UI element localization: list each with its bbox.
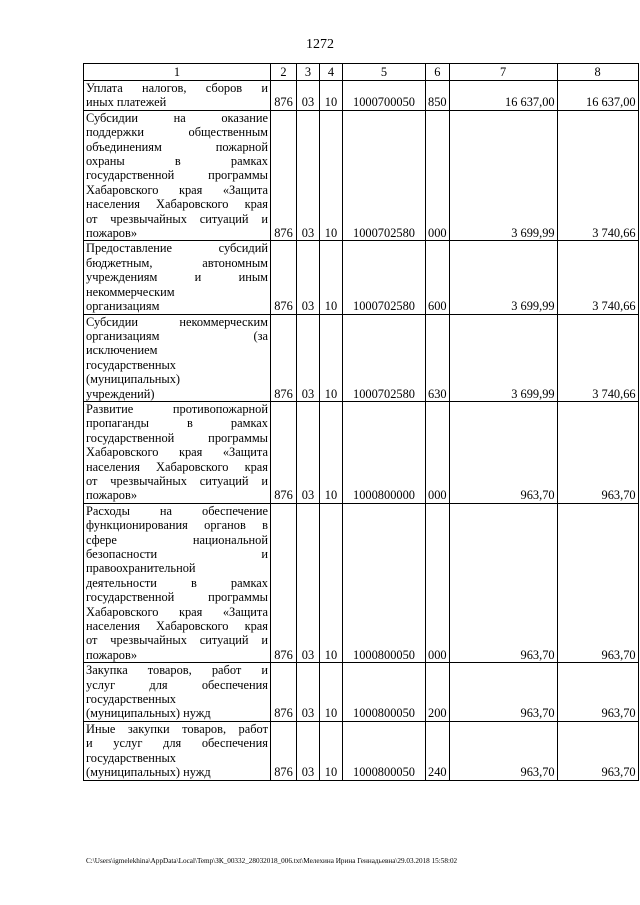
amount-year2-cell: 3 740,66 [557,241,638,314]
row-name-line: объединениям пожарной [86,139,268,154]
amount-year1-cell: 963,70 [449,721,557,780]
row-name-line: сфере национальной [86,532,268,547]
row-name-line: Субсидии на оказание [86,110,268,125]
row-name-line: учреждений) [86,386,155,401]
row-name-line: от чрезвычайных ситуаций и [86,633,268,648]
amount-year1-cell: 963,70 [449,503,557,662]
row-name-line: пожаров» [86,647,138,662]
amount-year1-cell: 3 699,99 [449,241,557,314]
header-cell: 7 [449,64,557,81]
row-name-line: пожаров» [86,226,138,241]
row-name-line: безопасности и [86,547,268,561]
subsection-code-cell: 10 [320,110,343,241]
row-name-line: государственной программы [86,430,268,445]
row-name-cell [84,314,271,401]
row-name-cell [84,401,271,503]
subsection-code-cell: 10 [320,663,343,722]
section-code-cell: 03 [297,110,320,241]
row-name-line: учреждениям и иным [86,270,268,285]
row-name-line: организациям [86,299,160,314]
expense-type-cell: 000 [426,110,450,241]
subsection-code-cell: 10 [320,81,343,111]
expense-type-cell: 240 [426,721,450,780]
target-article-cell: 1000800050 [343,721,426,780]
row-name-line: Хабаровского края «Защита [86,445,268,460]
row-name-line: населения Хабаровского края [86,459,268,474]
header-cell: 2 [271,64,297,81]
expense-type-cell: 630 [426,314,450,401]
amount-year2-cell: 963,70 [557,721,638,780]
header-row [84,64,639,81]
amount-year2-cell: 963,70 [557,663,638,722]
expense-type-cell: 000 [426,503,450,662]
row-name-line: и услуг для обеспечения [86,736,268,751]
target-article-cell: 1000702580 [343,314,426,401]
row-name-line: функционирования органов в [86,518,268,533]
page-number: 1272 [306,37,334,52]
table-row [84,110,639,241]
ministry-code-cell: 876 [271,241,297,314]
row-name-line: Расходы на обеспечение [86,503,268,518]
target-article-cell: 1000702580 [343,110,426,241]
row-name-line: деятельности в рамках [86,575,268,590]
amount-year2-cell: 3 740,66 [557,110,638,241]
section-code-cell: 03 [297,503,320,662]
header-cell: 3 [297,64,320,81]
row-name-line: Закупка товаров, работ и [86,663,268,678]
row-name-line: поддержки общественным [86,125,268,140]
section-code-cell: 03 [297,81,320,111]
row-name-line: от чрезвычайных ситуаций и [86,473,268,488]
amount-year1-cell: 963,70 [449,663,557,722]
table-row [84,81,639,111]
row-name-line: исключением [86,343,158,358]
row-name-line: Субсидии некоммерческим [86,314,268,329]
header-cell: 8 [557,64,638,81]
amount-year1-cell: 3 699,99 [449,110,557,241]
budget-table [83,63,639,781]
row-name-cell [84,241,271,314]
ministry-code-cell: 876 [271,503,297,662]
target-article-cell: 1000800050 [343,663,426,722]
row-name-line: Уплата налогов, сборов и [86,81,268,95]
expense-type-cell: 850 [426,81,450,111]
row-name-cell [84,663,271,722]
table-body [84,81,639,781]
row-name-cell [84,81,271,111]
amount-year1-cell: 963,70 [449,401,557,503]
subsection-code-cell: 10 [320,314,343,401]
expense-type-cell: 600 [426,241,450,314]
amount-year2-cell: 963,70 [557,503,638,662]
subsection-code-cell: 10 [320,241,343,314]
expense-type-cell: 000 [426,401,450,503]
subsection-code-cell: 10 [320,721,343,780]
row-name-cell [84,503,271,662]
subsection-code-cell: 10 [320,503,343,662]
amount-year2-cell: 16 637,00 [557,81,638,111]
row-name-line: пожаров» [86,488,138,503]
row-name-line: государственных [86,357,177,372]
row-name-cell [84,110,271,241]
header-cell: 4 [320,64,343,81]
section-code-cell: 03 [297,663,320,722]
amount-year2-cell: 963,70 [557,401,638,503]
target-article-cell: 1000702580 [343,241,426,314]
row-name-line: государственной программы [86,590,268,605]
row-name-line: (муниципальных) [86,372,181,387]
target-article-cell: 1000800000 [343,401,426,503]
header-cell: 1 [84,64,271,81]
table-row [84,401,639,503]
table-row [84,314,639,401]
row-name-line: пропаганды в рамках [86,416,268,431]
ministry-code-cell: 876 [271,663,297,722]
row-name-line: Хабаровского края «Защита [86,182,268,197]
ministry-code-cell: 876 [271,721,297,780]
amount-year1-cell: 16 637,00 [449,81,557,111]
row-name-line: Развитие противопожарной [86,401,268,416]
section-code-cell: 03 [297,241,320,314]
header-cell: 5 [343,64,426,81]
amount-year1-cell: 3 699,99 [449,314,557,401]
row-name-line: государственных [86,750,177,765]
row-name-line: организациям (за [86,328,268,343]
row-name-line: Предоставление субсидий [86,241,268,256]
row-name-line: некоммерческим [86,284,175,299]
row-name-line: охраны в рамках [86,154,268,169]
ministry-code-cell: 876 [271,81,297,111]
row-name-line: иных платежей [86,95,167,110]
row-name-line: Хабаровского края «Защита [86,604,268,619]
target-article-cell: 1000700050 [343,81,426,111]
row-name-line: бюджетным, автономным [86,255,268,270]
target-article-cell: 1000800050 [343,503,426,662]
section-code-cell: 03 [297,401,320,503]
footer-file-path: C:\Users\igmelekhina\AppData\Local\Temp\ЗК_00332_28032018_006.txt\Мелехина Ирина Геннадьевна\29.03.2018 15:58:02 [86,857,458,865]
ministry-code-cell: 876 [271,401,297,503]
expense-type-cell: 200 [426,663,450,722]
table-row [84,663,639,722]
section-code-cell: 03 [297,314,320,401]
row-name-line: правоохранительной [86,561,196,576]
row-name-line: от чрезвычайных ситуаций и [86,211,268,226]
row-name-line: населения Хабаровского края [86,197,268,212]
row-name-line: Иные закупки товаров, работ [86,721,268,736]
row-name-line: населения Хабаровского края [86,619,268,634]
table-row [84,721,639,780]
subsection-code-cell: 10 [320,401,343,503]
amount-year2-cell: 3 740,66 [557,314,638,401]
row-name-line: государственных [86,692,177,707]
table-row [84,503,639,662]
row-name-line: (муниципальных) нужд [86,706,211,721]
row-name-line: услуг для обеспечения [86,677,268,692]
header-cell: 6 [426,64,450,81]
table-row [84,241,639,314]
row-name-line: (муниципальных) нужд [86,765,211,780]
ministry-code-cell: 876 [271,110,297,241]
row-name-line: государственной программы [86,168,268,183]
ministry-code-cell: 876 [271,314,297,401]
section-code-cell: 03 [297,721,320,780]
row-name-cell [84,721,271,780]
